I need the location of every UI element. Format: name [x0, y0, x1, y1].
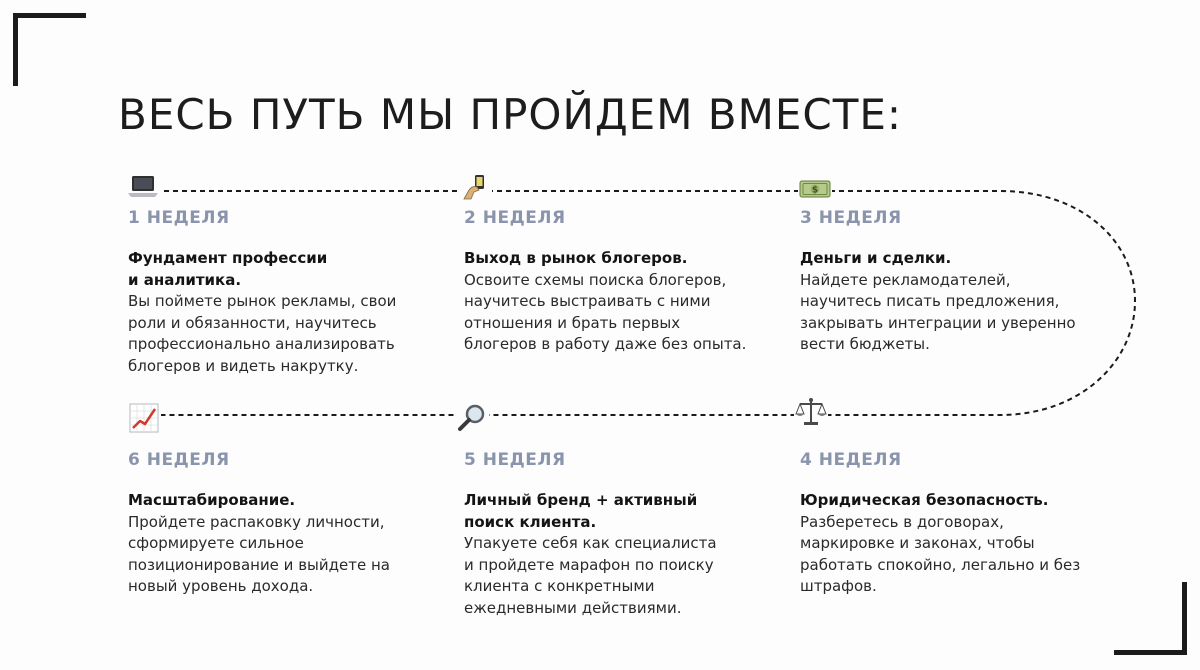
week-label-4: 4 НЕДЕЛЯ	[800, 450, 902, 470]
step-1-heading: Фундамент профессии и аналитика.	[128, 249, 328, 289]
week-label-2: 2 НЕДЕЛЯ	[464, 208, 566, 228]
week-label-6: 6 НЕДЕЛЯ	[128, 450, 230, 470]
step-4-heading: Юридическая безопасность.	[800, 491, 1049, 509]
growth-chart-icon	[127, 403, 161, 433]
step-5-content	[464, 490, 774, 619]
step-4-text: Разберетесь в договорах, маркировке и законах, чтобы работать спокойно, легально и без штрафов.	[800, 512, 1081, 595]
step-3-heading: Деньги и сделки.	[800, 249, 952, 267]
step-1-content	[128, 248, 438, 377]
page-title: ВЕСЬ ПУТЬ МЫ ПРОЙДЕМ ВМЕСТЕ:	[118, 90, 903, 139]
step-5-text: Упакуете себя как специалиста и пройдете марафон по поиску клиента с конкретными ежедневными действиями.	[464, 534, 717, 617]
svg-text:$: $	[811, 185, 819, 196]
dollar-banknote-icon	[798, 174, 832, 204]
scales-icon	[794, 397, 828, 427]
step-6-content	[128, 490, 438, 598]
step-6-heading: Масштабирование.	[128, 491, 296, 509]
week-label-3: 3 НЕДЕЛЯ	[800, 208, 902, 228]
week-label-5: 5 НЕДЕЛЯ	[464, 450, 566, 470]
step-2-content	[464, 248, 774, 356]
step-3-content	[800, 248, 1110, 356]
step-3-text: Найдете рекламодателей, научитесь писать предложения, закрывать интеграции и уверенно вести бюджеты.	[800, 270, 1076, 353]
step-1-text: Вы поймете рынок рекламы, свои роли и обязанности, научитесь профессионально анализировать блогеров и видеть накрутку.	[128, 292, 397, 375]
magnifier-icon	[455, 403, 489, 433]
step-4-content	[800, 490, 1110, 598]
phone-in-hand-icon	[458, 172, 492, 202]
week-label-1: 1 НЕДЕЛЯ	[128, 208, 230, 228]
step-5-heading: Личный бренд + активный поиск клиента.	[464, 491, 698, 531]
step-2-text: Освоите схемы поиска блогеров, научитесь выстраивать с ними отношения и брать первых блогеров в работу даже без опыта.	[464, 270, 747, 353]
laptop-icon	[126, 172, 160, 202]
step-6-text: Пройдете распаковку личности, сформируете сильное позиционирование и выйдете на новый уровень дохода.	[128, 512, 390, 595]
step-2-heading: Выход в рынок блогеров.	[464, 249, 688, 267]
